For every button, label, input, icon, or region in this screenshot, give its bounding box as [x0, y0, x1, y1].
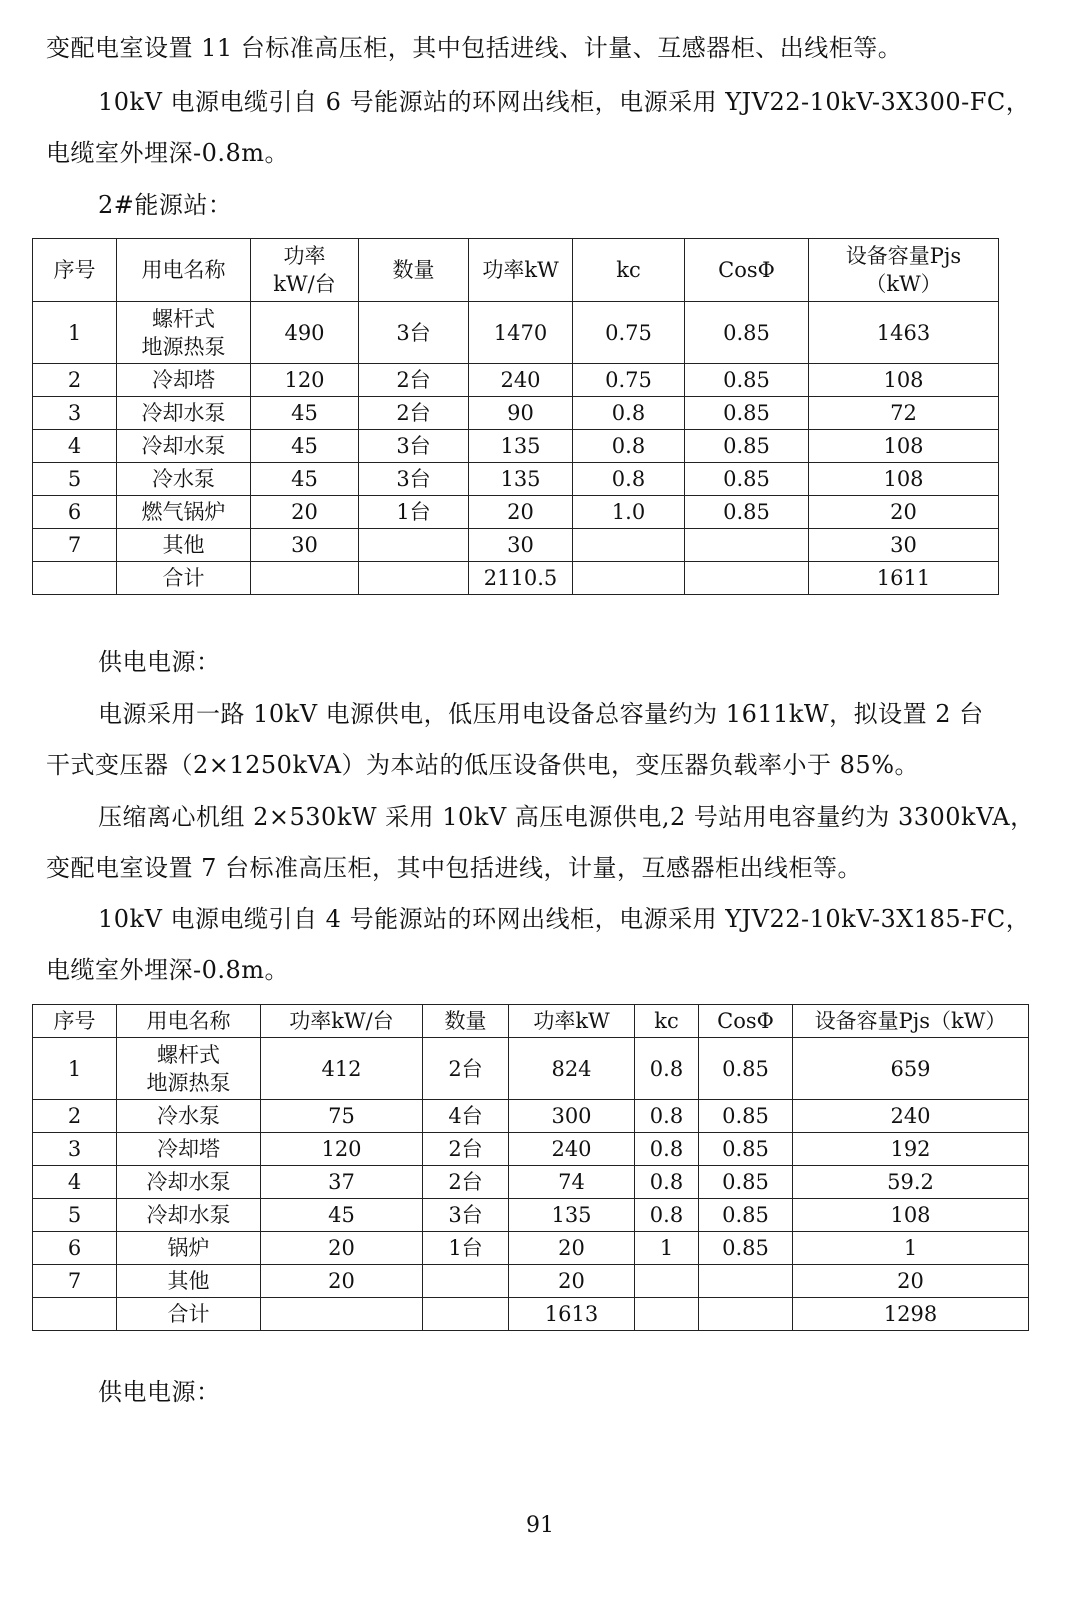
table-row [33, 1133, 1029, 1166]
table-cell: 20 [251, 496, 359, 529]
table-cell: 4台 [423, 1100, 509, 1133]
table-cell: 冷却水泵 [117, 430, 251, 463]
table-cell: 其他 [117, 529, 251, 562]
table-cell: 20 [509, 1265, 635, 1298]
load-table-2 [32, 1004, 1029, 1331]
table-cell: 螺杆式 地源热泵 [117, 302, 251, 364]
header-cell: 序号 [33, 1005, 117, 1038]
table-cell: 燃气锅炉 [117, 496, 251, 529]
table-cell: 0.8 [635, 1133, 699, 1166]
header-cell: 序号 [33, 239, 117, 302]
table-cell: 6 [33, 496, 117, 529]
table-cell: 冷却水泵 [117, 397, 251, 430]
station-heading: 2#能源站： [98, 191, 233, 219]
table-cell [261, 1298, 423, 1331]
table-cell: 0.85 [699, 1038, 793, 1100]
paragraph-1: 变配电室设置 11 台标准高压柜，其中包括进线、计量、互感器柜、出线柜等。 [46, 34, 903, 62]
table-cell: 0.85 [685, 364, 809, 397]
paragraph-6-line-2: 变配电室设置 7 台标准高压柜，其中包括进线，计量，互感器柜出线柜等。 [46, 854, 863, 882]
table-cell: 锅炉 [117, 1232, 261, 1265]
table-cell: 1463 [809, 302, 999, 364]
table-cell: 2台 [359, 364, 469, 397]
table-cell: 冷却水泵 [117, 1166, 261, 1199]
table-cell: 0.8 [635, 1100, 699, 1133]
table-cell: 30 [251, 529, 359, 562]
table-cell: 0.75 [573, 364, 685, 397]
table-cell: 3台 [423, 1199, 509, 1232]
table-cell [573, 529, 685, 562]
supply-heading-2: 供电电源： [98, 1378, 221, 1406]
table-cell: 2110.5 [469, 562, 573, 595]
table-cell: 37 [261, 1166, 423, 1199]
table-cell: 20 [793, 1265, 1029, 1298]
table-cell: 0.8 [635, 1199, 699, 1232]
table-cell: 824 [509, 1038, 635, 1100]
table-row [33, 1100, 1029, 1133]
table-cell: 1470 [469, 302, 573, 364]
table-cell: 45 [251, 463, 359, 496]
table-cell: 冷却水泵 [117, 1199, 261, 1232]
table-row [33, 529, 999, 562]
table-cell: 1 [33, 1038, 117, 1100]
table-cell: 72 [809, 397, 999, 430]
table-cell: 135 [469, 430, 573, 463]
table-cell: 659 [793, 1038, 1029, 1100]
table-cell: 0.85 [699, 1199, 793, 1232]
table-cell: 冷水泵 [117, 1100, 261, 1133]
table-cell [699, 1265, 793, 1298]
header-cell: CosΦ [699, 1005, 793, 1038]
table-row [33, 397, 999, 430]
table-row [33, 463, 999, 496]
table-cell [699, 1298, 793, 1331]
paragraph-5-line-2: 干式变压器（2×1250kVA）为本站的低压设备供电，变压器负载率小于 85%。 [46, 751, 920, 779]
table-header-row [33, 1005, 1029, 1038]
load-table-1 [32, 238, 999, 595]
table-cell: 4 [33, 1166, 117, 1199]
table-cell: 6 [33, 1232, 117, 1265]
table-cell: 108 [793, 1199, 1029, 1232]
header-cell: CosΦ [685, 239, 809, 302]
table-cell: 45 [251, 397, 359, 430]
table-cell: 0.8 [635, 1038, 699, 1100]
table-cell: 1.0 [573, 496, 685, 529]
table-row [33, 1298, 1029, 1331]
supply-heading-1: 供电电源： [98, 648, 221, 676]
table-cell: 其他 [117, 1265, 261, 1298]
table-cell: 59.2 [793, 1166, 1029, 1199]
table-cell: 2 [33, 364, 117, 397]
table-cell: 74 [509, 1166, 635, 1199]
table-cell: 75 [261, 1100, 423, 1133]
header-cell: 数量 [423, 1005, 509, 1038]
table-cell: 20 [469, 496, 573, 529]
table-cell: 1611 [809, 562, 999, 595]
table-cell: 7 [33, 529, 117, 562]
table-cell: 240 [509, 1133, 635, 1166]
paragraph-7-line-1: 10kV 电源电缆引自 4 号能源站的环网出线柜，电源采用 YJV22-10kV-3X185-FC， [98, 905, 1031, 933]
table-cell: 1台 [359, 496, 469, 529]
table-cell: 412 [261, 1038, 423, 1100]
table-cell: 120 [251, 364, 359, 397]
table-row [33, 1199, 1029, 1232]
table-cell [685, 529, 809, 562]
table-cell: 1613 [509, 1298, 635, 1331]
table-cell [359, 529, 469, 562]
table-cell: 0.8 [635, 1166, 699, 1199]
page-number: 91 [526, 1513, 554, 1538]
header-cell: 数量 [359, 239, 469, 302]
table-cell: 0.85 [685, 397, 809, 430]
paragraph-2-line-2: 电缆室外埋深-0.8m。 [46, 139, 290, 167]
header-cell: 功率 kW/台 [251, 239, 359, 302]
table-cell: 0.85 [699, 1166, 793, 1199]
paragraph-5-line-1: 电源采用一路 10kV 电源供电，低压用电设备总容量约为 1611kW，拟设置 2 台 [98, 700, 984, 728]
table-cell: 2台 [359, 397, 469, 430]
table-row [33, 496, 999, 529]
table-cell: 490 [251, 302, 359, 364]
table-cell: 0.85 [699, 1232, 793, 1265]
table-row [33, 1038, 1029, 1100]
table-cell: 3台 [359, 430, 469, 463]
table-cell: 3台 [359, 463, 469, 496]
table-cell: 240 [793, 1100, 1029, 1133]
table-cell [635, 1298, 699, 1331]
table-cell: 30 [809, 529, 999, 562]
table-cell: 20 [509, 1232, 635, 1265]
table-cell: 1 [33, 302, 117, 364]
table-cell: 合计 [117, 1298, 261, 1331]
table-row [33, 1265, 1029, 1298]
table-cell: 0.85 [685, 463, 809, 496]
table-row [33, 430, 999, 463]
header-cell: 功率kW [509, 1005, 635, 1038]
table-cell: 5 [33, 463, 117, 496]
paragraph-2-line-1: 10kV 电源电缆引自 6 号能源站的环网出线柜，电源采用 YJV22-10kV-3X300-FC， [98, 88, 1031, 116]
table-cell: 108 [809, 430, 999, 463]
table-cell: 108 [809, 364, 999, 397]
table-cell [685, 562, 809, 595]
header-cell: 用电名称 [117, 1005, 261, 1038]
table-cell: 5 [33, 1199, 117, 1232]
table-header-row [33, 239, 999, 302]
table-cell: 300 [509, 1100, 635, 1133]
table-cell: 1台 [423, 1232, 509, 1265]
table-cell: 2台 [423, 1038, 509, 1100]
table-cell: 冷却塔 [117, 364, 251, 397]
table-cell: 0.8 [573, 430, 685, 463]
table-cell: 1 [793, 1232, 1029, 1265]
table-cell: 2台 [423, 1166, 509, 1199]
table-cell [423, 1298, 509, 1331]
table-cell [33, 1298, 117, 1331]
table-cell: 冷水泵 [117, 463, 251, 496]
table-cell: 0.75 [573, 302, 685, 364]
table-cell: 120 [261, 1133, 423, 1166]
table-cell: 3台 [359, 302, 469, 364]
table-cell: 0.85 [699, 1133, 793, 1166]
table-row [33, 1232, 1029, 1265]
table-cell: 2台 [423, 1133, 509, 1166]
table-cell: 螺杆式 地源热泵 [117, 1038, 261, 1100]
table-cell: 0.85 [685, 302, 809, 364]
table-row [33, 364, 999, 397]
table-cell: 20 [261, 1232, 423, 1265]
header-cell: kc [635, 1005, 699, 1038]
table-cell: 2 [33, 1100, 117, 1133]
table-cell: 0.8 [573, 463, 685, 496]
paragraph-6-line-1: 压缩离心机组 2×530kW 采用 10kV 高压电源供电,2 号站用电容量约为 3300kVA， [98, 803, 1035, 831]
table-cell [635, 1265, 699, 1298]
table-cell: 30 [469, 529, 573, 562]
table-cell: 0.85 [685, 496, 809, 529]
header-cell: 功率kW [469, 239, 573, 302]
table-cell [573, 562, 685, 595]
table-cell: 3 [33, 397, 117, 430]
table-cell: 4 [33, 430, 117, 463]
header-cell: 设备容量Pjs （kW） [809, 239, 999, 302]
table-row [33, 562, 999, 595]
table-cell: 240 [469, 364, 573, 397]
table-cell: 20 [261, 1265, 423, 1298]
table-cell: 1298 [793, 1298, 1029, 1331]
table-cell: 45 [261, 1199, 423, 1232]
table-cell: 192 [793, 1133, 1029, 1166]
table-cell: 0.85 [699, 1100, 793, 1133]
table-cell: 135 [469, 463, 573, 496]
paragraph-7-line-2: 电缆室外埋深-0.8m。 [46, 956, 290, 984]
header-cell: 设备容量Pjs（kW） [793, 1005, 1029, 1038]
header-cell: 用电名称 [117, 239, 251, 302]
table-cell: 0.85 [685, 430, 809, 463]
table-cell: 0.8 [573, 397, 685, 430]
table-cell [251, 562, 359, 595]
table-cell: 3 [33, 1133, 117, 1166]
table-row [33, 1166, 1029, 1199]
table-cell [423, 1265, 509, 1298]
table-cell: 冷却塔 [117, 1133, 261, 1166]
table-cell: 108 [809, 463, 999, 496]
table-cell: 135 [509, 1199, 635, 1232]
table-cell: 合计 [117, 562, 251, 595]
header-cell: 功率kW/台 [261, 1005, 423, 1038]
table-cell: 45 [251, 430, 359, 463]
table-cell [359, 562, 469, 595]
table-cell: 20 [809, 496, 999, 529]
table-cell: 1 [635, 1232, 699, 1265]
table-row [33, 302, 999, 364]
header-cell: kc [573, 239, 685, 302]
table-cell [33, 562, 117, 595]
table-cell: 7 [33, 1265, 117, 1298]
table-cell: 90 [469, 397, 573, 430]
